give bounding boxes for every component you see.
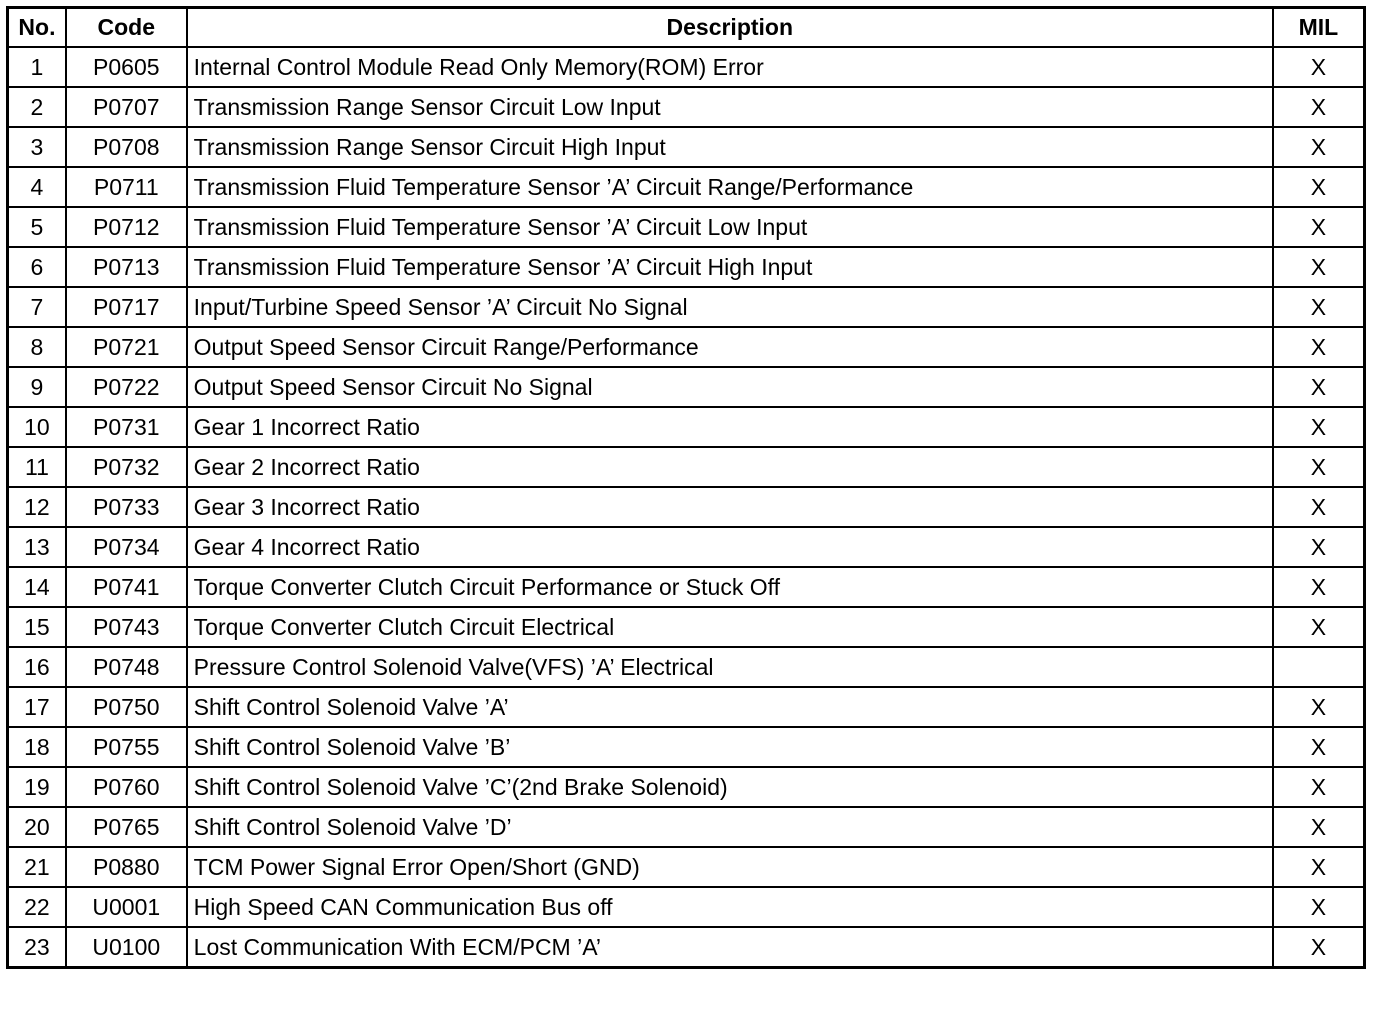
dtc-code: P0605 bbox=[66, 47, 187, 87]
mil-indicator: X bbox=[1273, 447, 1365, 487]
dtc-description: Internal Control Module Read Only Memory(ROM) Error bbox=[187, 47, 1273, 87]
dtc-description: Transmission Fluid Temperature Sensor ’A’ Circuit High Input bbox=[187, 247, 1273, 287]
dtc-code: P0880 bbox=[66, 847, 187, 887]
dtc-description: Shift Control Solenoid Valve ’B’ bbox=[187, 727, 1273, 767]
row-number: 2 bbox=[8, 87, 66, 127]
row-number: 10 bbox=[8, 407, 66, 447]
dtc-code: P0713 bbox=[66, 247, 187, 287]
dtc-description: Output Speed Sensor Circuit Range/Performance bbox=[187, 327, 1273, 367]
dtc-description: Input/Turbine Speed Sensor ’A’ Circuit No Signal bbox=[187, 287, 1273, 327]
row-number: 23 bbox=[8, 927, 66, 968]
row-number: 7 bbox=[8, 287, 66, 327]
dtc-code: P0743 bbox=[66, 607, 187, 647]
row-number: 16 bbox=[8, 647, 66, 687]
table-row bbox=[8, 927, 1365, 968]
dtc-description: Torque Converter Clutch Circuit Electrical bbox=[187, 607, 1273, 647]
dtc-code: P0750 bbox=[66, 687, 187, 727]
dtc-description: Pressure Control Solenoid Valve(VFS) ’A’ Electrical bbox=[187, 647, 1273, 687]
mil-indicator: X bbox=[1273, 927, 1365, 968]
table-row bbox=[8, 527, 1365, 567]
dtc-description: Gear 3 Incorrect Ratio bbox=[187, 487, 1273, 527]
mil-indicator: X bbox=[1273, 167, 1365, 207]
table-row bbox=[8, 847, 1365, 887]
table-row bbox=[8, 607, 1365, 647]
header-no: No. bbox=[8, 8, 66, 48]
mil-indicator: X bbox=[1273, 887, 1365, 927]
dtc-description: TCM Power Signal Error Open/Short (GND) bbox=[187, 847, 1273, 887]
dtc-description: Torque Converter Clutch Circuit Performance or Stuck Off bbox=[187, 567, 1273, 607]
dtc-description: Transmission Range Sensor Circuit High Input bbox=[187, 127, 1273, 167]
row-number: 21 bbox=[8, 847, 66, 887]
row-number: 13 bbox=[8, 527, 66, 567]
row-number: 15 bbox=[8, 607, 66, 647]
dtc-code: P0760 bbox=[66, 767, 187, 807]
table-row bbox=[8, 727, 1365, 767]
mil-indicator: X bbox=[1273, 407, 1365, 447]
table-row bbox=[8, 207, 1365, 247]
row-number: 8 bbox=[8, 327, 66, 367]
mil-indicator: X bbox=[1273, 207, 1365, 247]
dtc-code: P0734 bbox=[66, 527, 187, 567]
dtc-code: P0711 bbox=[66, 167, 187, 207]
mil-indicator: X bbox=[1273, 687, 1365, 727]
dtc-description: Shift Control Solenoid Valve ’C’(2nd Brake Solenoid) bbox=[187, 767, 1273, 807]
header-row bbox=[8, 8, 1365, 48]
table-row bbox=[8, 767, 1365, 807]
dtc-code: U0100 bbox=[66, 927, 187, 968]
table-row bbox=[8, 647, 1365, 687]
dtc-description: High Speed CAN Communication Bus off bbox=[187, 887, 1273, 927]
table-row bbox=[8, 127, 1365, 167]
dtc-description: Transmission Fluid Temperature Sensor ’A’ Circuit Range/Performance bbox=[187, 167, 1273, 207]
mil-indicator: X bbox=[1273, 287, 1365, 327]
mil-indicator: X bbox=[1273, 727, 1365, 767]
table-row bbox=[8, 807, 1365, 847]
dtc-table bbox=[6, 6, 1366, 969]
table-row bbox=[8, 47, 1365, 87]
dtc-code: P0712 bbox=[66, 207, 187, 247]
dtc-code: U0001 bbox=[66, 887, 187, 927]
row-number: 22 bbox=[8, 887, 66, 927]
header-mil: MIL bbox=[1273, 8, 1365, 48]
dtc-description: Shift Control Solenoid Valve ’A’ bbox=[187, 687, 1273, 727]
table-row bbox=[8, 87, 1365, 127]
mil-indicator: X bbox=[1273, 527, 1365, 567]
mil-indicator: X bbox=[1273, 767, 1365, 807]
row-number: 3 bbox=[8, 127, 66, 167]
dtc-code: P0748 bbox=[66, 647, 187, 687]
mil-indicator: X bbox=[1273, 47, 1365, 87]
dtc-description: Transmission Range Sensor Circuit Low Input bbox=[187, 87, 1273, 127]
dtc-code: P0755 bbox=[66, 727, 187, 767]
dtc-code: P0721 bbox=[66, 327, 187, 367]
dtc-description: Transmission Fluid Temperature Sensor ’A’ Circuit Low Input bbox=[187, 207, 1273, 247]
row-number: 14 bbox=[8, 567, 66, 607]
row-number: 4 bbox=[8, 167, 66, 207]
mil-indicator: X bbox=[1273, 367, 1365, 407]
table-row bbox=[8, 247, 1365, 287]
dtc-description: Gear 4 Incorrect Ratio bbox=[187, 527, 1273, 567]
row-number: 12 bbox=[8, 487, 66, 527]
dtc-description: Shift Control Solenoid Valve ’D’ bbox=[187, 807, 1273, 847]
dtc-code: P0708 bbox=[66, 127, 187, 167]
dtc-description: Gear 1 Incorrect Ratio bbox=[187, 407, 1273, 447]
mil-indicator: X bbox=[1273, 607, 1365, 647]
dtc-description: Lost Communication With ECM/PCM ’A’ bbox=[187, 927, 1273, 968]
dtc-description: Output Speed Sensor Circuit No Signal bbox=[187, 367, 1273, 407]
dtc-code: P0731 bbox=[66, 407, 187, 447]
table-row bbox=[8, 447, 1365, 487]
mil-indicator: X bbox=[1273, 127, 1365, 167]
row-number: 6 bbox=[8, 247, 66, 287]
row-number: 5 bbox=[8, 207, 66, 247]
header-code: Code bbox=[66, 8, 187, 48]
row-number: 1 bbox=[8, 47, 66, 87]
row-number: 20 bbox=[8, 807, 66, 847]
mil-indicator: X bbox=[1273, 327, 1365, 367]
table-row bbox=[8, 367, 1365, 407]
row-number: 18 bbox=[8, 727, 66, 767]
row-number: 19 bbox=[8, 767, 66, 807]
row-number: 9 bbox=[8, 367, 66, 407]
mil-indicator: X bbox=[1273, 487, 1365, 527]
dtc-code: P0741 bbox=[66, 567, 187, 607]
table-row bbox=[8, 687, 1365, 727]
dtc-code: P0717 bbox=[66, 287, 187, 327]
mil-indicator: X bbox=[1273, 847, 1365, 887]
dtc-code: P0707 bbox=[66, 87, 187, 127]
mil-indicator: X bbox=[1273, 567, 1365, 607]
mil-indicator bbox=[1273, 647, 1365, 687]
dtc-code: P0722 bbox=[66, 367, 187, 407]
table-row bbox=[8, 487, 1365, 527]
table-row bbox=[8, 567, 1365, 607]
header-description: Description bbox=[187, 8, 1273, 48]
table-row bbox=[8, 407, 1365, 447]
mil-indicator: X bbox=[1273, 87, 1365, 127]
row-number: 11 bbox=[8, 447, 66, 487]
table-row bbox=[8, 287, 1365, 327]
table-row bbox=[8, 887, 1365, 927]
mil-indicator: X bbox=[1273, 247, 1365, 287]
dtc-code: P0733 bbox=[66, 487, 187, 527]
row-number: 17 bbox=[8, 687, 66, 727]
dtc-code: P0732 bbox=[66, 447, 187, 487]
table-row bbox=[8, 167, 1365, 207]
dtc-code: P0765 bbox=[66, 807, 187, 847]
table-row bbox=[8, 327, 1365, 367]
table-body bbox=[8, 47, 1365, 968]
mil-indicator: X bbox=[1273, 807, 1365, 847]
dtc-description: Gear 2 Incorrect Ratio bbox=[187, 447, 1273, 487]
